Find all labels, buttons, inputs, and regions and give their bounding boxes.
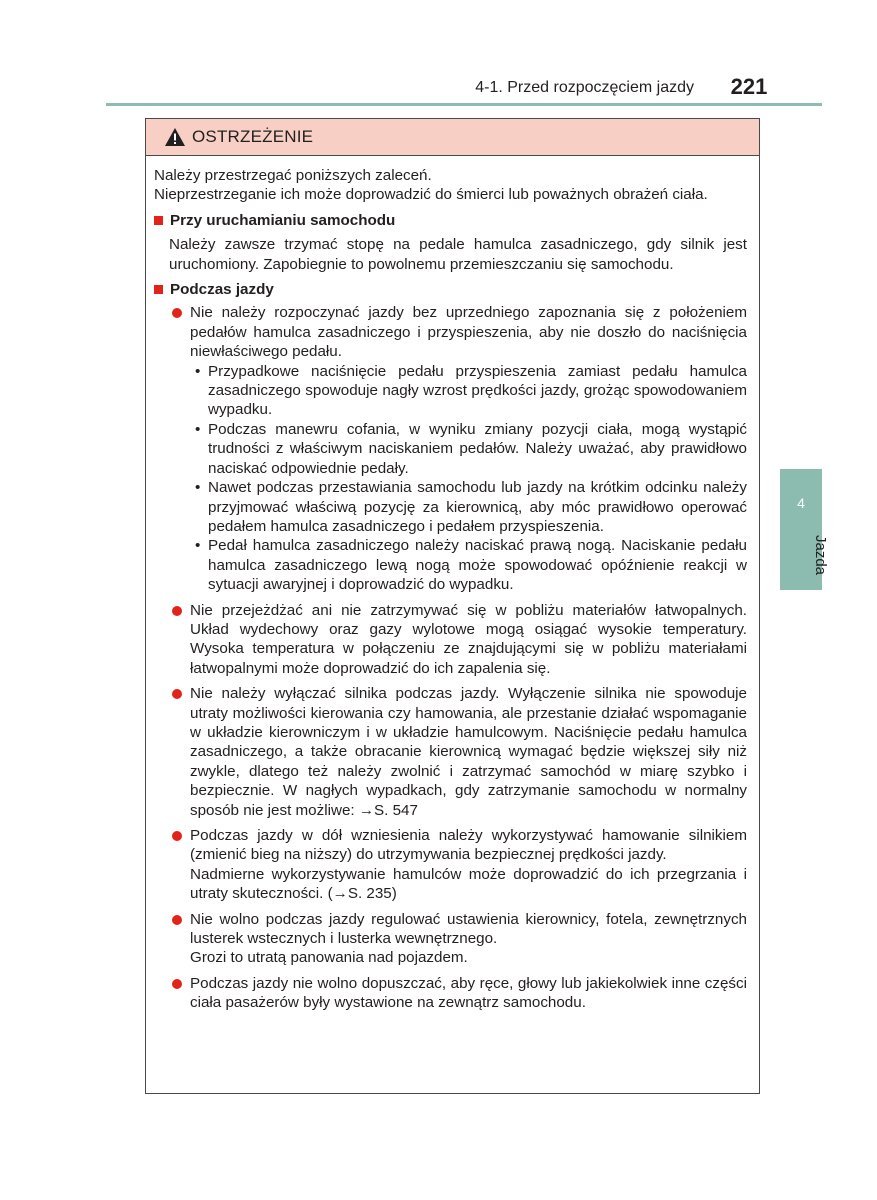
bullet-icon: • [195, 362, 201, 380]
section-text: Należy zawsze trzymać stopę na pedale hamulca zasadniczego, gdy silnik jest uruchomiony. Zapobiegnie to powolnemu przemieszczaniu się samochodu. [169, 236, 747, 273]
chapter-tab-number: 4 [797, 495, 805, 511]
driving-list [154, 303, 747, 1012]
chapter-tab-label: Jazda [812, 535, 829, 576]
list-item: Podczas jazdy w dół wzniesienia należy wykorzystywać hamowanie silnikiem (zmienić bieg na niższy) do utrzymywania bezpiecznej prędkości jazdy. Nadmierne wykorzystywanie hamulców może doprowadzić do ich przegrzania i utraty skuteczności. (→S. 235) [154, 826, 747, 904]
section-title: Podczas jazdy [170, 281, 274, 299]
warning-box [145, 118, 760, 1094]
sub-list-item: • Podczas manewru cofania, w wyniku zmiany pozycji ciała, mogą wystąpić trudności z właściwym naciskaniem pedałów. Należy uważać, aby prawidłowo naciskać odpowiednie pedały. [195, 420, 747, 477]
red-dot-bullet-icon [172, 606, 182, 616]
red-square-bullet-icon [154, 285, 163, 294]
warning-intro: Należy przestrzegać poniższych zaleceń. [154, 167, 432, 184]
red-dot-bullet-icon [172, 831, 182, 841]
sub-list-item: • Nawet podczas przestawiania samochodu lub jazdy na krótkim odcinku należy przyjmować właściwą pozycję za kierownicą, aby móc prawidłowo operować pedałem hamulca zasadniczego i pedałem przyspieszenia. [195, 479, 747, 535]
bullet-icon: • [195, 420, 201, 438]
red-dot-bullet-icon [172, 689, 182, 699]
list-item: Podczas jazdy nie wolno dopuszczać, aby ręce, głowy lub jakiekolwiek inne części ciała pasażerów były wystawione na zewnątrz samochodu. [154, 974, 747, 1013]
list-item-continuation: Grozi to utratą panowania nad pojazdem. [190, 949, 468, 967]
list-item: Nie przejeżdżać ani nie zatrzymywać się w pobliżu materiałów łatwopalnych. Układ wydechowy oraz gazy wylotowe mogą osiągać wysokie temperatury. Wysoka temperatura w połączeniu ze znajdującymi się w pobliżu materiałami łatwopalnymi może doprowadzić do ich zapalenia się. [154, 601, 747, 679]
bullet-icon: • [195, 537, 201, 555]
red-dot-bullet-icon [172, 915, 182, 925]
list-item-continuation: Nadmierne wykorzystywanie hamulców może doprowadzić do ich przegrzania i utraty skuteczności. (→S. 235) [190, 865, 747, 903]
warning-content [146, 156, 759, 1013]
warning-title: OSTRZEŻENIE [192, 127, 314, 146]
section-heading-driving [154, 280, 747, 299]
section-title: Przy uruchamianiu samochodu [170, 211, 396, 229]
chapter-title: 4-1. Przed rozpoczęciem jazdy [475, 79, 694, 96]
bullet-icon: • [195, 479, 201, 497]
list-item: Nie wolno podczas jazdy regulować ustawienia kierownicy, fotela, zewnętrznych lusterek wstecznych i lusterka wewnętrznego. Grozi to utratą panowania nad pojazdem. [154, 910, 747, 968]
page-number: 221 [730, 74, 768, 99]
warning-triangle-icon [164, 127, 186, 147]
warning-intro-consequence: Nieprzestrzeganie ich może doprowadzić do śmierci lub poważnych obrażeń ciała. [154, 186, 708, 204]
section-heading-starting [154, 211, 747, 230]
red-square-bullet-icon [154, 216, 163, 225]
list-item: Nie należy wyłączać silnika podczas jazdy. Wyłączenie silnika nie spowoduje utraty możliwości kierowania czy hamowania, ale przestanie działać wspomaganie w układzie kierowniczym i w układzie hamulcowym. Naciśnięcie pedału hamulca zasadniczego, a także obracanie kierownicą wymagać będzie większej siły niż zwykle, dlatego też należy zwolnić i zatrzymać samochód w miarę szybko i bezpiecznie. W nagłych wypadkach, gdy zatrzymanie samochodu w normalny sposób nie jest możliwe: →S. 547 [154, 684, 747, 820]
header-rule [106, 103, 822, 106]
sub-list-item: • Pedał hamulca zasadniczego należy naciskać prawą nogą. Naciskanie pedału hamulca zasadniczego lewą nogą może spowodować opóźnienie reakcji w sytuacji awaryjnej i doprowadzić do wypadku. [195, 537, 747, 594]
warning-header [146, 119, 759, 156]
list-item: Nie należy rozpoczynać jazdy bez uprzedniego zapoznania się z położeniem pedałów hamulca zasadniczego i przyspieszenia, aby nie doszło do naciśnięcia niewłaściwego pedału. [154, 303, 747, 361]
sub-list-item: • Przypadkowe naciśnięcie pedału przyspieszenia zamiast pedału hamulca zasadniczego spowoduje nagły wzrost prędkości jazdy, grożąc spowodowaniem wypadku. [195, 362, 747, 419]
red-dot-bullet-icon [172, 308, 182, 318]
red-dot-bullet-icon [172, 979, 182, 989]
